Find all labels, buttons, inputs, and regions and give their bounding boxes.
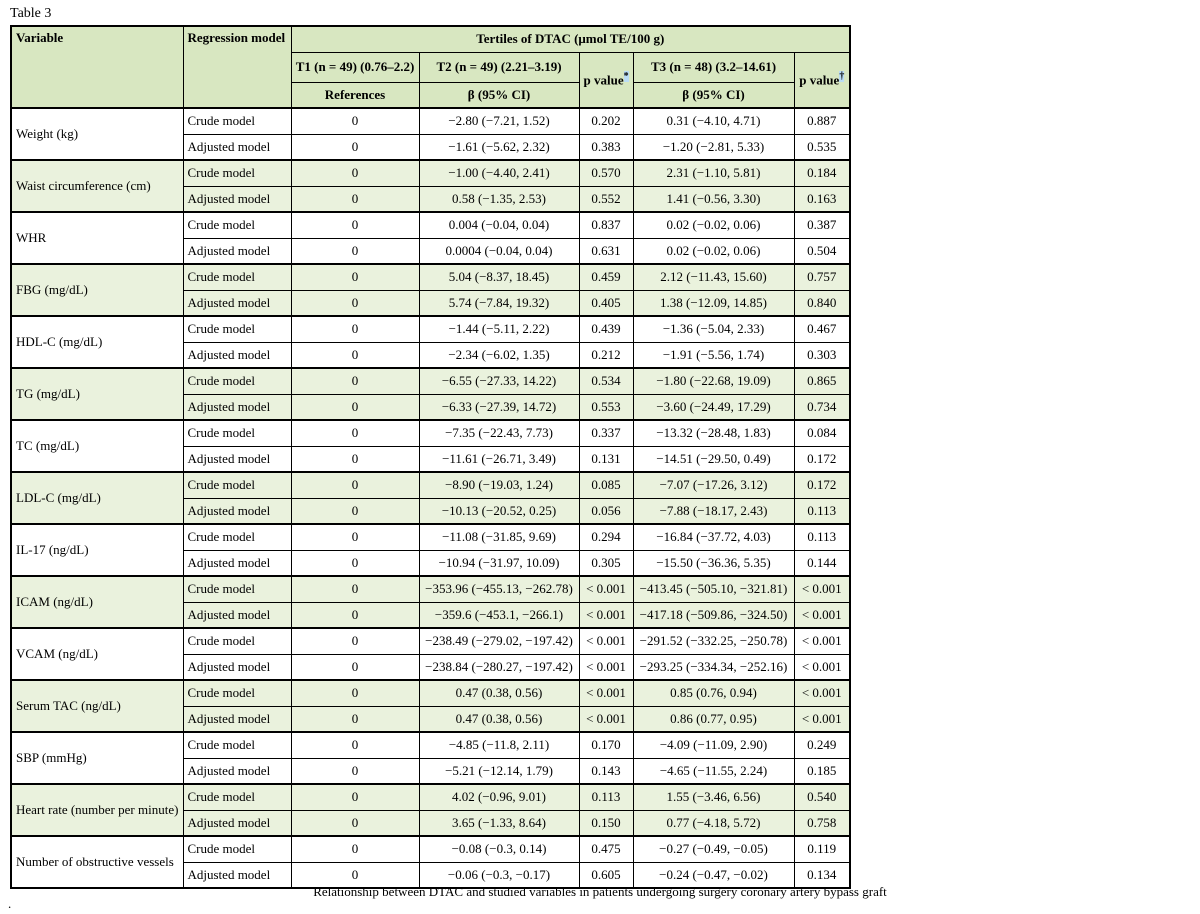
t3-beta-cell: 0.31 (−4.10, 4.71): [633, 108, 794, 134]
variable-cell: HDL-C (mg/dL): [11, 316, 183, 368]
p-value-2-cell: < 0.001: [794, 602, 850, 628]
model-cell: Crude model: [183, 420, 291, 446]
p-value-2-cell: 0.113: [794, 498, 850, 524]
p-value-2-cell: < 0.001: [794, 680, 850, 706]
t2-beta-cell: 0.58 (−1.35, 2.53): [419, 186, 579, 212]
t3-beta-cell: −1.80 (−22.68, 19.09): [633, 368, 794, 394]
model-cell: Crude model: [183, 524, 291, 550]
model-cell: Adjusted model: [183, 186, 291, 212]
model-cell: Adjusted model: [183, 238, 291, 264]
table-row: [11, 784, 850, 810]
t3-beta-cell: −13.32 (−28.48, 1.83): [633, 420, 794, 446]
p-value-1-cell: 0.459: [579, 264, 633, 290]
table-row: [11, 524, 850, 550]
t1-reference-cell: 0: [291, 498, 419, 524]
t1-reference-cell: 0: [291, 264, 419, 290]
model-cell: Adjusted model: [183, 654, 291, 680]
t2-beta-cell: 3.65 (−1.33, 8.64): [419, 810, 579, 836]
t1-reference-cell: 0: [291, 316, 419, 342]
t1-reference-cell: 0: [291, 680, 419, 706]
t3-beta-cell: 2.12 (−11.43, 15.60): [633, 264, 794, 290]
p-value-1-cell: 0.570: [579, 160, 633, 186]
t3-beta-cell: 0.02 (−0.02, 0.06): [633, 238, 794, 264]
variable-cell: Number of obstructive vessels: [11, 836, 183, 888]
p-value-2-cell: 0.303: [794, 342, 850, 368]
header-t2-beta-ci: β (95% CI): [419, 82, 579, 108]
t1-reference-cell: 0: [291, 108, 419, 134]
table-row: [11, 680, 850, 706]
p-value-1-cell: < 0.001: [579, 602, 633, 628]
table-row: [11, 836, 850, 862]
t2-beta-cell: −5.21 (−12.14, 1.79): [419, 758, 579, 784]
t1-reference-cell: 0: [291, 732, 419, 758]
p-value-2-cell: 0.758: [794, 810, 850, 836]
header-variable: Variable: [11, 26, 183, 108]
model-cell: Crude model: [183, 368, 291, 394]
t1-reference-cell: 0: [291, 576, 419, 602]
model-cell: Adjusted model: [183, 342, 291, 368]
table-row: [11, 368, 850, 394]
variable-cell: TC (mg/dL): [11, 420, 183, 472]
variable-cell: FBG (mg/dL): [11, 264, 183, 316]
t3-beta-cell: −7.88 (−18.17, 2.43): [633, 498, 794, 524]
t2-beta-cell: −4.85 (−11.8, 2.11): [419, 732, 579, 758]
t1-reference-cell: 0: [291, 394, 419, 420]
variable-cell: IL-17 (ng/dL): [11, 524, 183, 576]
p-value-2-cell: 0.387: [794, 212, 850, 238]
model-cell: Crude model: [183, 212, 291, 238]
model-cell: Adjusted model: [183, 602, 291, 628]
p-value-1-cell: 0.056: [579, 498, 633, 524]
t3-beta-cell: −7.07 (−17.26, 3.12): [633, 472, 794, 498]
t2-beta-cell: 0.0004 (−0.04, 0.04): [419, 238, 579, 264]
p-value-2-cell: 0.540: [794, 784, 850, 810]
p-value-2-cell: 0.134: [794, 862, 850, 888]
p-value-2-cell: 0.734: [794, 394, 850, 420]
table-row: [11, 576, 850, 602]
t2-beta-cell: 4.02 (−0.96, 9.01): [419, 784, 579, 810]
t1-reference-cell: 0: [291, 420, 419, 446]
p-value-2-cell: 0.184: [794, 160, 850, 186]
t1-reference-cell: 0: [291, 446, 419, 472]
t1-reference-cell: 0: [291, 186, 419, 212]
p-value-1-cell: < 0.001: [579, 654, 633, 680]
model-cell: Crude model: [183, 784, 291, 810]
p-value-2-label: p value: [799, 71, 840, 87]
p-value-2-cell: 0.172: [794, 446, 850, 472]
p-value-2-cell: 0.249: [794, 732, 850, 758]
t3-beta-cell: −417.18 (−509.86, −324.50): [633, 602, 794, 628]
p-value-2-cell: 0.113: [794, 524, 850, 550]
t3-beta-cell: −1.20 (−2.81, 5.33): [633, 134, 794, 160]
t1-reference-cell: 0: [291, 290, 419, 316]
t3-beta-cell: 0.02 (−0.02, 0.06): [633, 212, 794, 238]
header-p-value-1: [579, 52, 633, 108]
p-value-1-cell: 0.439: [579, 316, 633, 342]
table-header: [11, 26, 850, 108]
t2-beta-cell: −7.35 (−22.43, 7.73): [419, 420, 579, 446]
p-value-1-cell: 0.631: [579, 238, 633, 264]
t1-reference-cell: 0: [291, 134, 419, 160]
variable-cell: Weight (kg): [11, 108, 183, 160]
t3-beta-cell: 1.38 (−12.09, 14.85): [633, 290, 794, 316]
p-value-1-cell: 0.085: [579, 472, 633, 498]
variable-cell: ICAM (ng/dL): [11, 576, 183, 628]
t3-beta-cell: −0.24 (−0.47, −0.02): [633, 862, 794, 888]
model-cell: Crude model: [183, 108, 291, 134]
t3-beta-cell: −4.65 (−11.55, 2.24): [633, 758, 794, 784]
t1-reference-cell: 0: [291, 342, 419, 368]
p-value-1-cell: 0.405: [579, 290, 633, 316]
model-cell: Crude model: [183, 680, 291, 706]
t3-beta-cell: −3.60 (−24.49, 17.29): [633, 394, 794, 420]
variable-cell: WHR: [11, 212, 183, 264]
p-value-1-cell: 0.143: [579, 758, 633, 784]
p-value-2-cell: 0.887: [794, 108, 850, 134]
p-value-1-cell: 0.534: [579, 368, 633, 394]
t1-reference-cell: 0: [291, 212, 419, 238]
t2-beta-cell: −1.44 (−5.11, 2.22): [419, 316, 579, 342]
t1-reference-cell: 0: [291, 550, 419, 576]
caption-trailing-period: .: [8, 896, 12, 911]
p-value-1-cell: 0.170: [579, 732, 633, 758]
model-cell: Adjusted model: [183, 134, 291, 160]
t1-reference-cell: 0: [291, 836, 419, 862]
p-value-1-cell: 0.212: [579, 342, 633, 368]
t1-reference-cell: 0: [291, 238, 419, 264]
header-t2: T2 (n = 49) (2.21–3.19): [419, 52, 579, 82]
p-value-1-cell: < 0.001: [579, 576, 633, 602]
model-cell: Crude model: [183, 316, 291, 342]
model-cell: Crude model: [183, 160, 291, 186]
p-value-2-cell: 0.865: [794, 368, 850, 394]
p-value-2-cell: < 0.001: [794, 706, 850, 732]
p-value-2-cell: 0.144: [794, 550, 850, 576]
t3-beta-cell: −14.51 (−29.50, 0.49): [633, 446, 794, 472]
t3-beta-cell: 2.31 (−1.10, 5.81): [633, 160, 794, 186]
p-value-1-footnote-marker: *: [623, 70, 629, 82]
table-caption: Relationship between DTAC and studied variables in patients undergoing surgery coronary artery bypass graft: [313, 884, 887, 899]
table-row: [11, 264, 850, 290]
variable-cell: Serum TAC (ng/dL): [11, 680, 183, 732]
p-value-1-cell: 0.552: [579, 186, 633, 212]
t3-beta-cell: 1.41 (−0.56, 3.30): [633, 186, 794, 212]
t1-reference-cell: 0: [291, 654, 419, 680]
header-p-value-2: [794, 52, 850, 108]
header-t3: T3 (n = 48) (3.2–14.61): [633, 52, 794, 82]
model-cell: Adjusted model: [183, 446, 291, 472]
table-row: [11, 628, 850, 654]
table-row: [11, 472, 850, 498]
t2-beta-cell: −6.33 (−27.39, 14.72): [419, 394, 579, 420]
t2-beta-cell: 0.47 (0.38, 0.56): [419, 680, 579, 706]
model-cell: Adjusted model: [183, 498, 291, 524]
t2-beta-cell: −6.55 (−27.33, 14.22): [419, 368, 579, 394]
header-t3-beta-ci: β (95% CI): [633, 82, 794, 108]
t2-beta-cell: −238.49 (−279.02, −197.42): [419, 628, 579, 654]
t3-beta-cell: −413.45 (−505.10, −321.81): [633, 576, 794, 602]
variable-cell: Waist circumference (cm): [11, 160, 183, 212]
p-value-2-cell: 0.172: [794, 472, 850, 498]
t3-beta-cell: 0.77 (−4.18, 5.72): [633, 810, 794, 836]
p-value-2-cell: < 0.001: [794, 654, 850, 680]
t2-beta-cell: −8.90 (−19.03, 1.24): [419, 472, 579, 498]
model-cell: Adjusted model: [183, 810, 291, 836]
t2-beta-cell: −353.96 (−455.13, −262.78): [419, 576, 579, 602]
t1-reference-cell: 0: [291, 784, 419, 810]
p-value-2-cell: 0.084: [794, 420, 850, 446]
t2-beta-cell: 5.74 (−7.84, 19.32): [419, 290, 579, 316]
t1-reference-cell: 0: [291, 602, 419, 628]
t1-reference-cell: 0: [291, 862, 419, 888]
t3-beta-cell: −1.91 (−5.56, 1.74): [633, 342, 794, 368]
t3-beta-cell: −15.50 (−36.36, 5.35): [633, 550, 794, 576]
table-row: [11, 108, 850, 134]
model-cell: Adjusted model: [183, 706, 291, 732]
p-value-1-cell: 0.553: [579, 394, 633, 420]
p-value-2-cell: 0.119: [794, 836, 850, 862]
p-value-1-cell: < 0.001: [579, 680, 633, 706]
p-value-1-cell: 0.337: [579, 420, 633, 446]
t1-reference-cell: 0: [291, 706, 419, 732]
p-value-2-footnote-marker: †: [839, 70, 845, 82]
t2-beta-cell: −359.6 (−453.1, −266.1): [419, 602, 579, 628]
table-row: [11, 316, 850, 342]
t3-beta-cell: 1.55 (−3.46, 6.56): [633, 784, 794, 810]
t1-reference-cell: 0: [291, 160, 419, 186]
p-value-1-cell: < 0.001: [579, 628, 633, 654]
header-tertiles-title: Tertiles of DTAC (μmol TE/100 g): [291, 26, 850, 52]
model-cell: Crude model: [183, 264, 291, 290]
t2-beta-cell: 0.47 (0.38, 0.56): [419, 706, 579, 732]
model-cell: Crude model: [183, 836, 291, 862]
t3-beta-cell: −293.25 (−334.34, −252.16): [633, 654, 794, 680]
p-value-1-cell: < 0.001: [579, 706, 633, 732]
p-value-1-cell: 0.113: [579, 784, 633, 810]
p-value-1-cell: 0.305: [579, 550, 633, 576]
table-row: [11, 420, 850, 446]
variable-cell: SBP (mmHg): [11, 732, 183, 784]
t2-beta-cell: 0.004 (−0.04, 0.04): [419, 212, 579, 238]
p-value-2-cell: < 0.001: [794, 576, 850, 602]
model-cell: Crude model: [183, 576, 291, 602]
model-cell: Adjusted model: [183, 550, 291, 576]
model-cell: Adjusted model: [183, 862, 291, 888]
t2-beta-cell: −238.84 (−280.27, −197.42): [419, 654, 579, 680]
p-value-1-cell: 0.475: [579, 836, 633, 862]
table-label: Table 3: [10, 6, 52, 21]
p-value-1-cell: 0.383: [579, 134, 633, 160]
t3-beta-cell: −1.36 (−5.04, 2.33): [633, 316, 794, 342]
model-cell: Adjusted model: [183, 758, 291, 784]
header-references: References: [291, 82, 419, 108]
t2-beta-cell: −10.94 (−31.97, 10.09): [419, 550, 579, 576]
t2-beta-cell: −1.61 (−5.62, 2.32): [419, 134, 579, 160]
table-row: [11, 160, 850, 186]
p-value-1-cell: 0.131: [579, 446, 633, 472]
model-cell: Adjusted model: [183, 290, 291, 316]
variable-cell: TG (mg/dL): [11, 368, 183, 420]
t1-reference-cell: 0: [291, 368, 419, 394]
p-value-2-cell: 0.840: [794, 290, 850, 316]
variable-cell: LDL-C (mg/dL): [11, 472, 183, 524]
t3-beta-cell: −291.52 (−332.25, −250.78): [633, 628, 794, 654]
t3-beta-cell: −0.27 (−0.49, −0.05): [633, 836, 794, 862]
p-value-1-cell: 0.150: [579, 810, 633, 836]
p-value-2-cell: 0.504: [794, 238, 850, 264]
header-regression-model: Regression model: [183, 26, 291, 108]
t2-beta-cell: 5.04 (−8.37, 18.45): [419, 264, 579, 290]
t1-reference-cell: 0: [291, 472, 419, 498]
table-row: [11, 212, 850, 238]
variable-cell: Heart rate (number per minute): [11, 784, 183, 836]
variable-cell: VCAM (ng/dL): [11, 628, 183, 680]
header-t1: T1 (n = 49) (0.76–2.2): [291, 52, 419, 82]
model-cell: Crude model: [183, 472, 291, 498]
p-value-1-cell: 0.837: [579, 212, 633, 238]
t3-beta-cell: −4.09 (−11.09, 2.90): [633, 732, 794, 758]
p-value-2-cell: < 0.001: [794, 628, 850, 654]
regression-table: [10, 25, 851, 889]
t3-beta-cell: 0.86 (0.77, 0.95): [633, 706, 794, 732]
t2-beta-cell: −0.06 (−0.3, −0.17): [419, 862, 579, 888]
t2-beta-cell: −11.61 (−26.71, 3.49): [419, 446, 579, 472]
t2-beta-cell: −2.80 (−7.21, 1.52): [419, 108, 579, 134]
t2-beta-cell: −11.08 (−31.85, 9.69): [419, 524, 579, 550]
p-value-1-label: p value: [583, 71, 624, 87]
p-value-2-cell: 0.185: [794, 758, 850, 784]
t2-beta-cell: −1.00 (−4.40, 2.41): [419, 160, 579, 186]
t1-reference-cell: 0: [291, 810, 419, 836]
p-value-1-cell: 0.202: [579, 108, 633, 134]
t3-beta-cell: −16.84 (−37.72, 4.03): [633, 524, 794, 550]
header-row-1: [11, 26, 850, 52]
t3-beta-cell: 0.85 (0.76, 0.94): [633, 680, 794, 706]
p-value-2-cell: 0.535: [794, 134, 850, 160]
table-body: [11, 108, 850, 888]
t2-beta-cell: −10.13 (−20.52, 0.25): [419, 498, 579, 524]
t1-reference-cell: 0: [291, 524, 419, 550]
table-row: [11, 732, 850, 758]
t2-beta-cell: −0.08 (−0.3, 0.14): [419, 836, 579, 862]
p-value-2-cell: 0.467: [794, 316, 850, 342]
t1-reference-cell: 0: [291, 758, 419, 784]
p-value-2-cell: 0.757: [794, 264, 850, 290]
p-value-1-cell: 0.605: [579, 862, 633, 888]
t1-reference-cell: 0: [291, 628, 419, 654]
p-value-2-cell: 0.163: [794, 186, 850, 212]
model-cell: Crude model: [183, 732, 291, 758]
p-value-1-cell: 0.294: [579, 524, 633, 550]
t2-beta-cell: −2.34 (−6.02, 1.35): [419, 342, 579, 368]
model-cell: Adjusted model: [183, 394, 291, 420]
model-cell: Crude model: [183, 628, 291, 654]
